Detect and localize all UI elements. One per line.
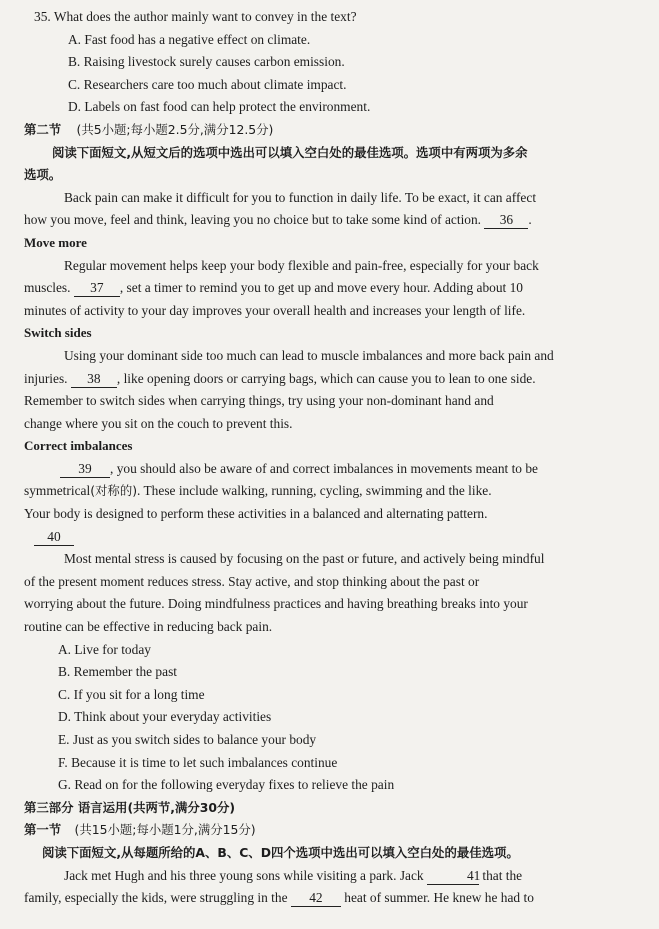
passage-p1-line1: Back pain can make it difficult for you to function in daily life. To be exact, it can affect [64, 189, 537, 205]
section2-header [24, 119, 637, 142]
part3-title: 第三部分 语言运用(共两节,满分30分) [24, 799, 236, 815]
passage-p3-line3: Remember to switch sides when carrying things, try using your non-dominant hand and [24, 393, 494, 409]
part3-line1: Jack met Hugh and his three young sons while visiting a park. Jack 41 that the [64, 867, 523, 883]
part3-section1-header: 第一节 (共15小题;每小题1分,满分15分) [24, 822, 256, 838]
option-a: A. Live for today [58, 641, 151, 657]
heading-move-more: Move more [24, 234, 87, 250]
q35-option-a: A. Fast food has a negative effect on climate. [68, 31, 311, 47]
passage-p2-line2: muscles. 37 , set a timer to remind you to get up and move every hour. Adding about 10 [24, 280, 523, 296]
blank-41: 41 [427, 868, 479, 885]
passage-p3-line4: change where you sit on the couch to prevent this. [24, 415, 293, 431]
blank-42: 42 [291, 890, 341, 907]
heading-correct-imbalances: Correct imbalances [24, 438, 133, 454]
passage-p1-line2: how you move, feel and think, leaving you no choice but to take some kind of action. 36 . [24, 212, 532, 228]
passage-p4-line3: Your body is designed to perform these activities in a balanced and alternating pattern. [24, 506, 488, 522]
blank-38: 38 [71, 371, 117, 388]
passage-p2-line1: Regular movement helps keep your body flexible and pain-free, especially for your back [64, 257, 539, 273]
heading-switch-sides: Switch sides [24, 325, 92, 341]
passage-p2-line3: minutes of activity to your day improves your overall health and increases your length of life. [24, 302, 526, 318]
option-c: C. If you sit for a long time [58, 686, 205, 702]
passage-p5-line1: Most mental stress is caused by focusing on the past or future, and actively being mindful [64, 551, 545, 567]
passage-heading-40 [24, 526, 637, 549]
part3-instruction: 阅读下面短文,从每题所给的A、B、C、D四个选项中选出可以填入空白处的最佳选项。 [42, 844, 519, 860]
blank-39: 39 [60, 461, 110, 478]
blank-37: 37 [74, 280, 120, 297]
section2-title: 第二节 [24, 121, 62, 137]
option-g: G. Read on for the following everyday fixes to relieve the pain [58, 777, 395, 793]
option-f: F. Because it is time to let such imbalances continue [58, 754, 338, 770]
option-d: D. Think about your everyday activities [58, 709, 272, 725]
option-b: B. Remember the past [58, 664, 177, 680]
passage-p4-line2: symmetrical(对称的). These include walking, running, cycling, swimming and the like. [24, 483, 492, 499]
cn-gloss-symmetrical: (对称的) [90, 483, 138, 499]
q35-option-d: D. Labels on fast food can help protect the environment. [68, 99, 371, 115]
option-e: E. Just as you switch sides to balance your body [58, 732, 317, 747]
passage-p5-line3: worrying about the future. Doing mindfulness practices and having breathing breaks into your [24, 596, 528, 612]
blank-40: 40 [34, 529, 74, 546]
q35-option-b: B. Raising livestock surely causes carbon emission. [68, 54, 345, 70]
passage-p4-line1: 39 , you should also be aware of and correct imbalances in movements meant to be [24, 458, 637, 481]
section2-scoring: (共5小题;每小题2.5分,满分12.5分) [76, 121, 274, 137]
passage-p3-line2: injuries. 38 , like opening doors or carrying bags, which can cause you to lean to one side. [24, 370, 536, 386]
blank-36: 36 [484, 212, 528, 229]
passage-p5-line4: routine can be effective in reducing back pain. [24, 619, 273, 635]
part3-line2: family, especially the kids, were struggling in the 42 heat of summer. He knew he had to [24, 890, 534, 906]
q35-option-c: C. Researchers care too much about climate impact. [68, 76, 347, 92]
passage-p5-line2: of the present moment reduces stress. Stay active, and stop thinking about the past or [24, 573, 480, 589]
question-35-stem: 35. What does the author mainly want to convey in the text? [34, 9, 357, 24]
passage-p3-line1: Using your dominant side too much can lead to muscle imbalances and more back pain and [64, 347, 554, 363]
section2-instruction-line1: 阅读下面短文,从短文后的选项中选出可以填入空白处的最佳选项。选项中有两项为多余 [52, 144, 528, 160]
section2-instruction-line2: 选项。 [24, 167, 62, 183]
